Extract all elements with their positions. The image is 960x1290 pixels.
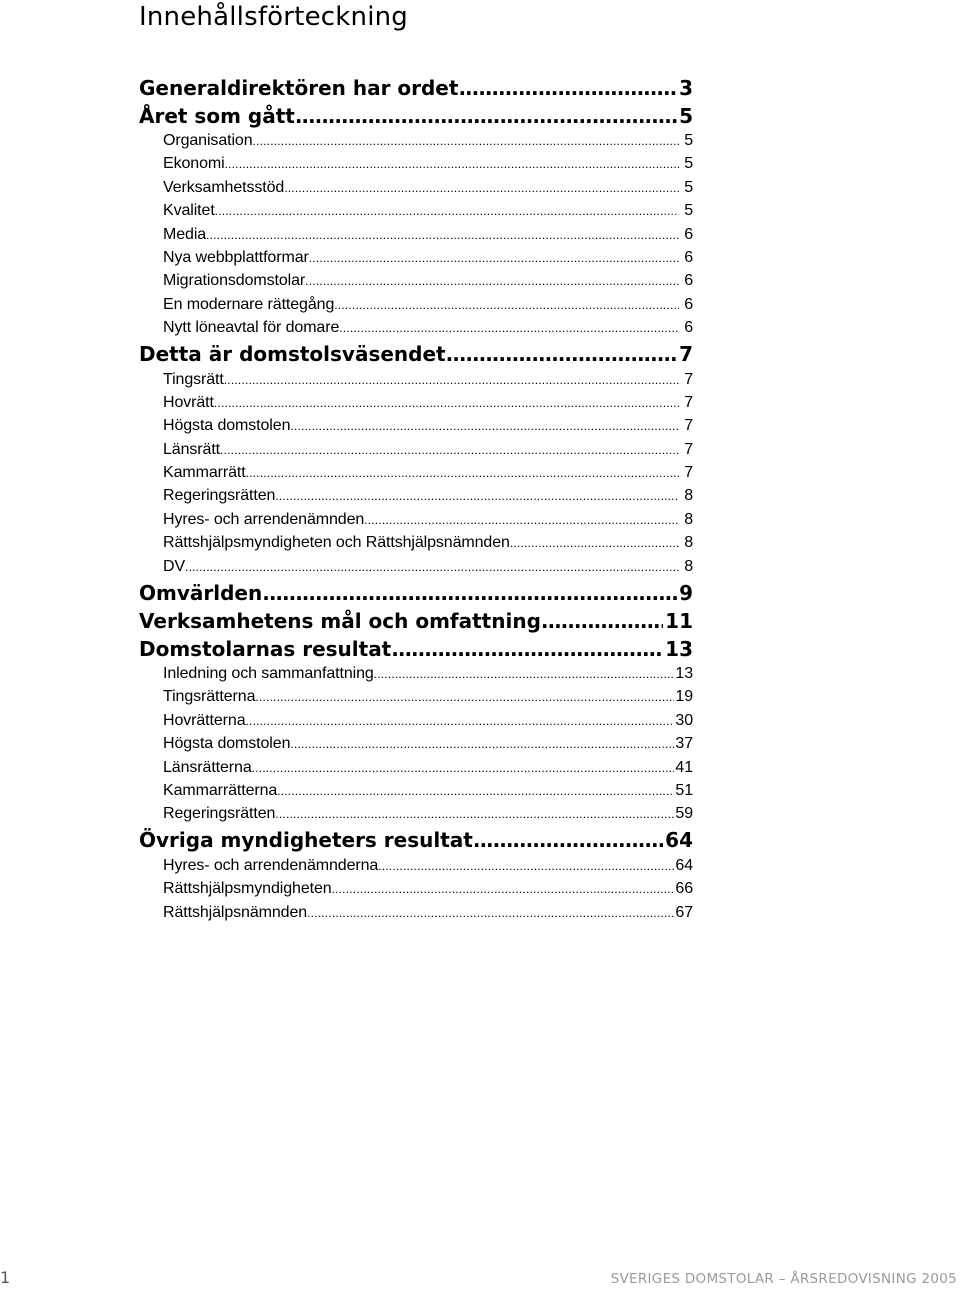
toc-entry-page-number: 5: [684, 155, 693, 173]
toc-entry-label: Nytt löneavtal för domare: [163, 319, 340, 337]
toc-entry-page-number: 6: [684, 319, 693, 337]
toc-section-entry[interactable]: [139, 802, 693, 825]
toc-entry-label: Övriga myndigheters resultat: [139, 828, 473, 853]
toc-entry-label: Högsta domstolen: [163, 417, 291, 435]
footer-page-number: 1: [0, 1268, 11, 1287]
toc-dot-leader: [290, 733, 674, 755]
toc-entry-label: Domstolarnas resultat: [139, 636, 392, 661]
toc-dot-leader: [224, 369, 679, 391]
toc-entry-label: Kvalitet: [163, 202, 215, 220]
toc-entry-page-number: 7: [684, 440, 693, 458]
toc-section-entry[interactable]: [139, 709, 693, 732]
toc-chapter-entry[interactable]: [139, 580, 693, 607]
toc-entry-label: Tingsrätterna: [163, 688, 256, 706]
toc-section-entry[interactable]: [139, 756, 693, 779]
toc-entry-label: Media: [163, 225, 207, 243]
toc-section-entry[interactable]: [139, 223, 693, 246]
toc-entry-label: Högsta domstolen: [163, 735, 291, 753]
toc-entry-page-number: 51: [675, 781, 693, 799]
toc-entry-label: Rättshjälpsmyndigheten och Rättshjälpsnämnden: [163, 534, 510, 552]
toc-dot-leader: [262, 580, 677, 607]
toc-entry-label: Året som gått: [139, 103, 295, 128]
toc-entry-label: Nya webbplattformar: [163, 248, 309, 266]
toc-dot-leader: [206, 224, 679, 246]
toc-entry-page-number: 7: [684, 393, 693, 411]
page-title: Innehållsförteckning: [139, 2, 409, 32]
toc-entry-label: Regeringsrätten: [163, 487, 276, 505]
toc-entry-label: Länsrätterna: [163, 758, 252, 776]
toc-entry-page-number: 66: [675, 880, 693, 898]
toc-entry-page-number: 8: [684, 487, 693, 505]
toc-section-entry[interactable]: [139, 152, 693, 175]
toc-dot-leader: [374, 663, 675, 685]
toc-section-entry[interactable]: [139, 269, 693, 292]
toc-section-entry[interactable]: [139, 246, 693, 269]
toc-chapter-entry[interactable]: [139, 103, 693, 130]
toc-chapter-entry[interactable]: [139, 608, 693, 635]
toc-section-entry[interactable]: [139, 368, 693, 391]
toc-entry-label: Rättshjälpsnämnden: [163, 903, 308, 921]
toc-entry-page-number: 7: [684, 417, 693, 435]
toc-entry-label: Hovrätterna: [163, 711, 246, 729]
toc-dot-leader: [458, 75, 677, 102]
toc-entry-page-number: 5: [684, 178, 693, 196]
toc-entry-page-number: 6: [684, 295, 693, 313]
toc-section-entry[interactable]: [139, 461, 693, 484]
toc-section-entry[interactable]: [139, 779, 693, 802]
toc-dot-leader: [246, 462, 680, 484]
toc-section-entry[interactable]: [139, 176, 693, 199]
toc-entry-page-number: 8: [684, 534, 693, 552]
toc-entry-label: Regeringsrätten: [163, 805, 276, 823]
toc-section-entry[interactable]: [139, 531, 693, 554]
toc-dot-leader: [446, 341, 677, 368]
toc-dot-leader: [332, 878, 675, 900]
toc-section-entry[interactable]: [139, 199, 693, 222]
toc-entry-page-number: 6: [684, 272, 693, 290]
toc-entry-page-number: 8: [684, 557, 693, 575]
toc-entry-page-number: 37: [675, 735, 693, 753]
toc-dot-leader: [246, 710, 675, 732]
toc-entry-page-number: 11: [665, 608, 693, 633]
toc-section-entry[interactable]: [139, 662, 693, 685]
toc-dot-leader: [215, 200, 680, 222]
toc-chapter-entry[interactable]: [139, 341, 693, 368]
toc-entry-page-number: 3: [679, 75, 693, 100]
toc-section-entry[interactable]: [139, 854, 693, 877]
footer-publication-title: SVERIGES DOMSTOLAR – ÅRSREDOVISNING 2005: [610, 1271, 957, 1287]
toc-dot-leader: [391, 636, 663, 663]
table-of-contents: [139, 73, 693, 924]
toc-dot-leader: [253, 130, 680, 152]
toc-dot-leader: [220, 439, 679, 461]
toc-entry-page-number: 7: [679, 342, 693, 367]
toc-entry-label: Verksamhetsstöd: [163, 178, 285, 196]
toc-entry-label: Hyres- och arrendenämnderna: [163, 856, 379, 874]
toc-dot-leader: [185, 556, 679, 578]
toc-entry-page-number: 13: [675, 665, 693, 683]
toc-section-entry[interactable]: [139, 414, 693, 437]
toc-dot-leader: [214, 392, 679, 414]
toc-entry-label: Organisation: [163, 132, 253, 149]
toc-section-entry[interactable]: [139, 129, 693, 152]
toc-dot-leader: [275, 803, 674, 825]
toc-dot-leader: [290, 415, 679, 437]
toc-entry-page-number: 9: [679, 580, 693, 605]
toc-entry-page-number: 30: [675, 711, 693, 729]
toc-entry-label: Migrationsdomstolar: [163, 272, 306, 290]
toc-section-entry[interactable]: [139, 555, 693, 578]
toc-entry-label: Verksamhetens mål och omfattning: [139, 608, 541, 633]
toc-entry-page-number: 64: [665, 828, 693, 853]
toc-section-entry[interactable]: [139, 293, 693, 316]
toc-section-entry[interactable]: [139, 438, 693, 461]
toc-dot-leader: [225, 153, 680, 175]
toc-section-entry[interactable]: [139, 484, 693, 507]
toc-entry-label: Rättshjälpsmyndigheten: [163, 880, 332, 898]
toc-dot-leader: [305, 270, 679, 292]
toc-entry-label: Kammarrätt: [163, 464, 246, 482]
toc-entry-page-number: 19: [675, 688, 693, 706]
toc-entry-page-number: 5: [679, 103, 693, 128]
toc-section-entry[interactable]: [139, 732, 693, 755]
toc-entry-label: Länsrätt: [163, 440, 221, 458]
toc-dot-leader: [378, 855, 674, 877]
toc-entry-label: Ekonomi: [163, 155, 225, 173]
toc-section-entry[interactable]: [139, 685, 693, 708]
toc-section-entry[interactable]: [139, 316, 693, 339]
toc-entry-page-number: 8: [684, 510, 693, 528]
toc-entry-page-number: 7: [684, 370, 693, 388]
toc-entry-page-number: 5: [684, 202, 693, 220]
toc-dot-leader: [309, 247, 679, 269]
toc-section-entry[interactable]: [139, 877, 693, 900]
toc-entry-label: Generaldirektören har ordet: [139, 75, 459, 100]
toc-dot-leader: [295, 103, 677, 130]
toc-entry-page-number: 6: [684, 248, 693, 266]
toc-section-entry[interactable]: [139, 508, 693, 531]
toc-entry-label: Detta är domstolsväsendet: [139, 342, 446, 367]
toc-entry-page-number: 7: [684, 464, 693, 482]
toc-entry-label: Omvärlden: [139, 580, 263, 605]
toc-chapter-entry[interactable]: [139, 827, 693, 854]
toc-entry-label: DV: [163, 557, 186, 575]
toc-dot-leader: [275, 485, 679, 507]
toc-entry-label: Hovrätt: [163, 393, 214, 411]
toc-entry-page-number: 67: [675, 903, 693, 921]
toc-section-entry[interactable]: [139, 901, 693, 924]
toc-entry-page-number: 5: [684, 132, 693, 149]
toc-entry-page-number: 64: [675, 856, 693, 874]
toc-dot-leader: [334, 294, 679, 316]
toc-dot-leader: [364, 509, 679, 531]
toc-entry-page-number: 6: [684, 225, 693, 243]
toc-dot-leader: [255, 686, 674, 708]
toc-dot-leader: [473, 827, 663, 854]
toc-dot-leader: [510, 532, 679, 554]
toc-entry-page-number: 13: [665, 636, 693, 661]
toc-entry-label: Tingsrätt: [163, 370, 224, 388]
toc-dot-leader: [541, 608, 663, 635]
toc-section-entry[interactable]: [139, 391, 693, 414]
toc-dot-leader: [339, 317, 679, 339]
toc-dot-leader: [252, 757, 675, 779]
toc-entry-page-number: 59: [675, 805, 693, 823]
toc-chapter-entry[interactable]: [139, 636, 693, 663]
toc-chapter-entry[interactable]: [139, 75, 693, 102]
toc-entry-label: En modernare rättegång: [163, 295, 335, 313]
toc-dot-leader: [307, 902, 674, 924]
toc-entry-page-number: 41: [675, 758, 693, 776]
toc-dot-leader: [284, 177, 679, 199]
toc-dot-leader: [277, 780, 674, 802]
toc-entry-label: Hyres- och arrendenämnden: [163, 510, 365, 528]
toc-entry-label: Kammarrätterna: [163, 781, 278, 799]
toc-entry-label: Inledning och sammanfattning: [163, 665, 374, 683]
